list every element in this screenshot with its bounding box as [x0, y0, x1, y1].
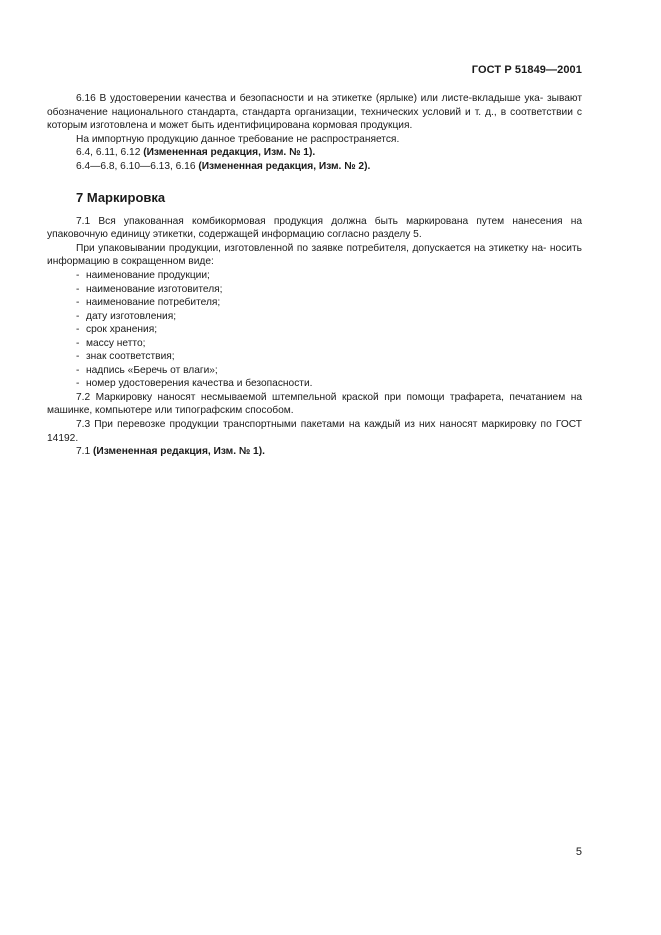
paragraph-7-3-line-1: 7.3 При перевозке продукции транспортными пакетами на каждый из них наносят маркировку по	[76, 419, 552, 431]
list-marker: -	[76, 351, 80, 363]
list-item	[47, 310, 582, 324]
list-item-text: срок хранения;	[86, 324, 158, 336]
amendment-note-1-clauses: 6.4, 6.11, 6.12	[76, 147, 144, 159]
list-item-text: дату изготовления;	[86, 310, 177, 322]
paragraph-7-2-line-2: на машинке, компьютере или типографским способом.	[47, 391, 582, 417]
section-title: 7 Маркировка	[76, 190, 166, 206]
list-item-text: наименование изготовителя;	[86, 283, 223, 295]
paragraph-7-1-line-2: упаковочную единицу этикетки, содержащей информацию согласно разделу 5.	[47, 229, 422, 241]
list-item-text: наименование продукции;	[86, 270, 210, 282]
list-marker: -	[76, 378, 80, 390]
paragraph-7-3	[47, 418, 582, 445]
amendment-note-3-clauses: 7.1	[76, 446, 93, 458]
amendment-note-1	[47, 146, 582, 160]
list-marker: -	[76, 310, 80, 322]
list-item	[47, 364, 582, 378]
list-item	[47, 337, 582, 351]
amendment-note-2	[47, 160, 582, 174]
consumer-labeling-line-1: При упаковывании продукции, изготовленной по заявке потребителя, допускается на этикетку на-	[76, 242, 547, 254]
amendment-note-3	[47, 445, 582, 459]
list-item	[47, 350, 582, 364]
list-marker: -	[76, 364, 80, 376]
paragraph-7-3-line-2: ГОСТ 14192.	[47, 419, 582, 444]
paragraph-6-16-line-2: зывают обозначение национального стандарта, стандарта организации, технических условий и т. д., в	[47, 93, 582, 118]
list-marker: -	[76, 270, 80, 282]
list-item	[47, 283, 582, 297]
amendment-note-2-clauses: 6.4—6.8, 6.10—6.13, 6.16	[76, 160, 199, 172]
consumer-labeling-paragraph	[47, 242, 582, 269]
list-marker: -	[76, 283, 80, 295]
abbreviated-info-list	[47, 269, 582, 391]
list-item-text: номер удостоверения качества и безопасности.	[86, 378, 313, 390]
paragraph-7-1	[47, 215, 582, 242]
paragraph-7-2-line-1: 7.2 Маркировку наносят несмываемой штемпельной краской при помощи трафарета, печатанием	[76, 391, 566, 403]
list-item-text: массу нетто;	[86, 337, 146, 349]
paragraph-7-1-line-1: 7.1 Вся упакованная комбикормовая продукция должна быть маркирована путем нанесения на	[76, 215, 582, 227]
list-item	[47, 323, 582, 337]
paragraph-7-2	[47, 391, 582, 418]
paragraph-6-16	[47, 92, 582, 133]
list-item	[47, 269, 582, 283]
list-item	[47, 377, 582, 391]
consumer-labeling-line-2: носить информацию в сокращенном виде:	[47, 242, 582, 268]
list-marker: -	[76, 324, 80, 336]
list-item-text: знак соответствия;	[86, 351, 175, 363]
amendment-note-3-text: (Измененная редакция, Изм. № 1).	[93, 446, 265, 458]
paragraph-6-16-line-1: 6.16 В удостоверении качества и безопасности и на этикетке (ярлыке) или листе-вкладыше ука-	[76, 93, 544, 104]
page-number: 5	[575, 846, 582, 858]
amendment-note-2-text: (Измененная редакция, Изм. № 2).	[198, 160, 371, 172]
import-note: На импортную продукцию данное требование не распространяется.	[76, 133, 400, 145]
document-code-header: ГОСТ Р 51849—2001	[471, 64, 582, 76]
list-marker: -	[76, 337, 80, 349]
amendment-note-1-text: (Измененная редакция, Изм. № 1).	[143, 147, 316, 159]
document-body	[47, 92, 582, 459]
list-marker: -	[76, 297, 80, 309]
list-item-text: наименование потребителя;	[86, 297, 221, 309]
list-item	[47, 296, 582, 310]
list-item-text: надпись «Беречь от влаги»;	[86, 364, 218, 376]
paragraph-6-16-line-3: соответствии с которым изготовлена и может быть идентифицирована кормовая продукция.	[47, 106, 582, 132]
